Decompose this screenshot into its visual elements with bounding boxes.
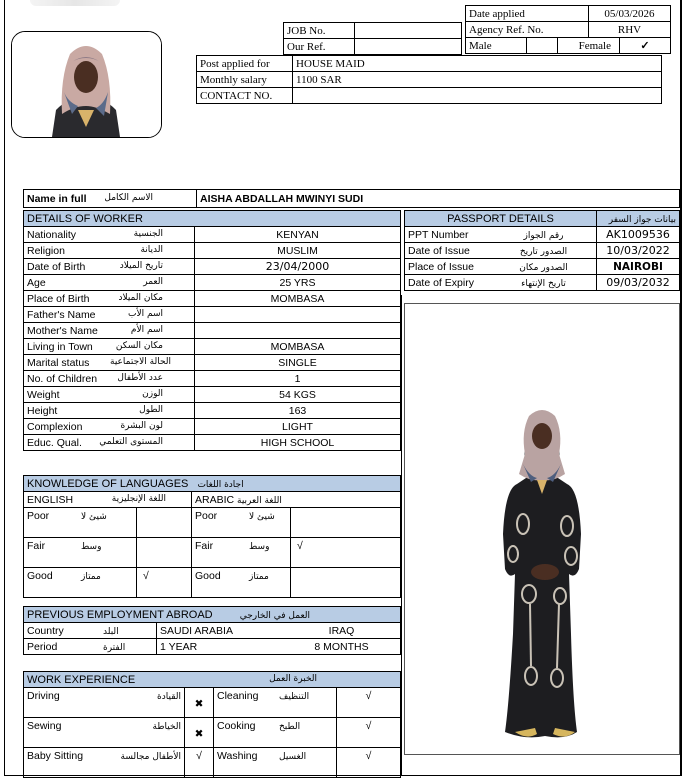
- worker-row: [24, 259, 401, 275]
- row-label-ar: المستوى التعلمي: [99, 436, 163, 447]
- language-level-row: [24, 568, 401, 598]
- level-label-ar: شيئ لا: [249, 512, 275, 522]
- work-experience-table: [23, 671, 401, 778]
- row-label: Height: [27, 404, 58, 417]
- worker-details-table: [23, 210, 401, 451]
- job-ref-table: [283, 22, 462, 55]
- row-label: Mother's Name: [27, 324, 98, 337]
- dob-value: 23/04/2000: [195, 259, 401, 275]
- level-label: Poor: [192, 508, 247, 538]
- living-town-value: MOMBASA: [195, 339, 401, 355]
- level-label: Fair: [192, 538, 247, 568]
- children-value: 1: [195, 371, 401, 387]
- passport-row: [405, 243, 680, 259]
- level-label-ar: ممتاز: [81, 572, 101, 582]
- level-label: Good: [192, 568, 247, 598]
- row-label: Date of Issue: [405, 243, 492, 259]
- english-poor-check[interactable]: [137, 508, 192, 538]
- row-label-ar: رقم الجواز: [523, 230, 564, 241]
- row-label-ar: الطول: [139, 404, 163, 415]
- passport-row: [405, 275, 680, 291]
- worker-row: [24, 387, 401, 403]
- row-label: Place of Birth: [27, 292, 90, 305]
- agency-logo: [30, 0, 120, 6]
- male-checkbox[interactable]: [527, 38, 558, 54]
- agency-ref-value: RHV: [588, 22, 670, 38]
- passport-row: [405, 227, 680, 243]
- skill-label-ar: الغسيل: [279, 752, 307, 762]
- languages-title-ar: اجادة اللغات: [197, 479, 244, 490]
- sewing-mark[interactable]: ✖: [185, 718, 214, 748]
- work-experience-header: [24, 672, 401, 688]
- employment-period-2: 8 MONTHS: [283, 639, 401, 655]
- worker-row: [24, 435, 401, 451]
- level-label: Good: [24, 568, 79, 598]
- row-label-ar: اسم الأب: [128, 308, 163, 319]
- father-name-value: [195, 307, 401, 323]
- worker-row: [24, 371, 401, 387]
- level-label: Poor: [24, 508, 79, 538]
- row-label: Date of Birth: [27, 260, 86, 273]
- weight-value: 54 KGS: [195, 387, 401, 403]
- row-label: Weight: [27, 388, 60, 401]
- level-label-ar: ممتاز: [249, 572, 269, 582]
- worker-row: [24, 403, 401, 419]
- marital-status-value: SINGLE: [195, 355, 401, 371]
- employment-header: [24, 607, 401, 623]
- place-of-birth-value: MOMBASA: [195, 291, 401, 307]
- agency-ref-label: Agency Ref. No.: [466, 22, 589, 38]
- arabic-good-check[interactable]: [291, 568, 401, 598]
- row-label: No. of Children: [27, 372, 98, 385]
- date-applied-label: Date applied: [466, 6, 589, 22]
- experience-row: [24, 688, 401, 718]
- row-label: Educ. Qual.: [27, 436, 82, 449]
- mother-name-value: [195, 323, 401, 339]
- row-label: Father's Name: [27, 308, 96, 321]
- driving-mark[interactable]: ✖: [185, 688, 214, 718]
- row-label-ar: الديانة: [140, 244, 163, 255]
- experience-row: [24, 718, 401, 748]
- contact-no-label: CONTACT NO.: [197, 88, 293, 104]
- languages-header: [24, 476, 401, 492]
- row-label-ar: العمر: [143, 276, 163, 287]
- job-no-value: [355, 23, 462, 39]
- worker-row: [24, 307, 401, 323]
- languages-table: [23, 475, 401, 598]
- age-value: 25 YRS: [195, 275, 401, 291]
- skill-label: Driving: [24, 688, 105, 718]
- worker-row: [24, 355, 401, 371]
- row-label: Place of Issue: [405, 259, 492, 275]
- name-label: Name in full: [27, 192, 87, 205]
- row-label-ar: الحالة الاجتماعية: [110, 356, 171, 367]
- skill-label: Baby Sitting: [24, 748, 105, 778]
- english-header: [24, 492, 192, 508]
- employment-table: [23, 606, 401, 655]
- our-ref-label: Our Ref.: [284, 39, 355, 55]
- employment-title-ar: العمل في الخارجي: [239, 610, 311, 621]
- ppt-number-value: AK1009536: [597, 227, 680, 243]
- full-name-value: AISHA ABDALLAH MWINYI SUDI: [197, 190, 680, 208]
- passport-details-table: [404, 210, 680, 291]
- worker-row: [24, 339, 401, 355]
- work-experience-title-ar: الخبرة العمل: [269, 673, 317, 684]
- post-applied-label: Post applied for: [197, 56, 293, 72]
- column-divider: [401, 295, 402, 775]
- name-label-cell: [24, 190, 197, 208]
- job-no-label: JOB No.: [284, 23, 355, 39]
- language-level-row: [24, 538, 401, 568]
- employment-period-row: [24, 639, 401, 655]
- passport-title-ar: بيانات جواز السفر: [608, 214, 676, 225]
- issue-place-value: NAIROBI: [597, 259, 680, 275]
- level-label-ar: شيئ لا: [81, 512, 107, 522]
- level-label-ar: وسط: [249, 542, 270, 552]
- row-label-ar: الجنسية: [133, 228, 163, 239]
- row-label: Religion: [27, 244, 65, 257]
- skill-label: Cleaning: [214, 688, 277, 718]
- english-good-check[interactable]: √: [137, 568, 192, 598]
- row-label: Nationality: [27, 228, 77, 241]
- baby-sitting-mark[interactable]: √: [185, 748, 214, 778]
- skill-label: Cooking: [214, 718, 277, 748]
- cleaning-mark[interactable]: √: [337, 688, 401, 718]
- portrait-image-icon: [12, 32, 161, 137]
- period-label: Period: [24, 639, 101, 655]
- row-label-ar: تاريخ الإنتهاء: [521, 278, 566, 289]
- nationality-value: KENYAN: [195, 227, 401, 243]
- post-info-table: [196, 55, 662, 104]
- employment-country-2: IRAQ: [283, 623, 401, 639]
- contact-no-value: [293, 88, 662, 104]
- worker-row: [24, 419, 401, 435]
- row-label: PPT Number: [405, 227, 492, 243]
- arabic-label-ar: اللغة العربية: [237, 495, 282, 506]
- row-label-ar: الصدور مكان: [519, 262, 568, 273]
- height-value: 163: [195, 403, 401, 419]
- worker-row: [24, 323, 401, 339]
- employment-country-row: [24, 623, 401, 639]
- row-label-ar: تاريخ الميلاد: [119, 260, 163, 271]
- worker-row: [24, 243, 401, 259]
- row-label-ar: الصدور تاريخ: [519, 246, 568, 257]
- work-experience-title: WORK EXPERIENCE: [27, 673, 136, 686]
- row-label-ar: الوزن: [142, 388, 163, 399]
- english-label-ar: اللغة الإنجليزية: [111, 493, 166, 504]
- row-label: Age: [27, 276, 46, 289]
- row-label: Living in Town: [27, 340, 93, 353]
- skill-label-ar: الطبخ: [279, 722, 301, 732]
- row-label-ar: اسم الأم: [130, 324, 163, 335]
- application-info-table: [465, 5, 671, 54]
- arabic-label: ARABIC: [195, 493, 235, 506]
- row-label-ar: لون البشرة: [120, 420, 163, 431]
- skill-label: Sewing: [24, 718, 105, 748]
- monthly-salary-value: 1100 SAR: [293, 72, 662, 88]
- expiry-date-value: 09/03/2032: [597, 275, 680, 291]
- worker-details-header: DETAILS OF WORKER: [24, 211, 401, 227]
- row-label: Marital status: [27, 356, 90, 369]
- employment-title: PREVIOUS EMPLOYMENT ABROAD: [27, 608, 213, 621]
- language-level-row: [24, 508, 401, 538]
- education-value: HIGH SCHOOL: [195, 435, 401, 451]
- date-applied-value: 05/03/2026: [588, 6, 670, 22]
- employment-period-1: 1 YEAR: [157, 639, 284, 655]
- row-label: Date of Expiry: [405, 275, 492, 291]
- arabic-header: [192, 492, 401, 508]
- passport-row: [405, 259, 680, 275]
- english-fair-check[interactable]: [137, 538, 192, 568]
- cooking-mark[interactable]: √: [337, 718, 401, 748]
- english-label: ENGLISH: [27, 493, 74, 506]
- row-label-ar: مكان السكن: [115, 340, 163, 351]
- issue-date-value: 10/03/2022: [597, 243, 680, 259]
- complexion-value: LIGHT: [195, 419, 401, 435]
- page-border-right: [680, 0, 682, 776]
- full-body-image-icon: [405, 304, 679, 754]
- row-label-ar: مكان الميلاد: [118, 292, 163, 303]
- passport-details-header: PASSPORT DETAILS: [405, 211, 597, 227]
- country-label-ar: البلد: [103, 626, 119, 637]
- passport-photo: [11, 31, 162, 138]
- languages-title: KNOWLEDGE OF LANGUAGES: [27, 477, 189, 490]
- male-label: Male: [466, 38, 527, 54]
- skill-label: Washing: [214, 748, 277, 778]
- passport-details-header-ar: [597, 211, 680, 227]
- worker-row: [24, 275, 401, 291]
- page-border-left: [4, 0, 5, 776]
- washing-mark[interactable]: √: [337, 748, 401, 778]
- female-checkbox[interactable]: ✓: [620, 38, 671, 54]
- row-label-ar: عدد الأطفال: [117, 372, 163, 383]
- arabic-fair-check[interactable]: √: [291, 538, 401, 568]
- worker-row: [24, 291, 401, 307]
- experience-row: [24, 748, 401, 778]
- row-label: Complexion: [27, 420, 83, 433]
- religion-value: MUSLIM: [195, 243, 401, 259]
- arabic-poor-check[interactable]: [291, 508, 401, 538]
- full-length-photo: [404, 303, 680, 755]
- skill-label-ar: القيادة: [157, 692, 181, 702]
- skill-label-ar: الأطفال مجالسة: [120, 752, 181, 762]
- name-label-ar: الاسم الكامل: [104, 192, 153, 203]
- skill-label-ar: التنظيف: [279, 692, 310, 702]
- country-label: Country: [24, 623, 101, 639]
- worker-row: [24, 227, 401, 243]
- female-label: Female: [558, 38, 620, 54]
- employment-country-1: SAUDI ARABIA: [157, 623, 284, 639]
- level-label-ar: وسط: [81, 542, 102, 552]
- level-label: Fair: [24, 538, 79, 568]
- our-ref-value: [355, 39, 462, 55]
- period-label-ar: الفترة: [103, 642, 126, 653]
- post-applied-value: HOUSE MAID: [293, 56, 662, 72]
- name-table: [23, 189, 680, 208]
- skill-label-ar: الخياطة: [152, 722, 181, 732]
- monthly-salary-label: Monthly salary: [197, 72, 293, 88]
